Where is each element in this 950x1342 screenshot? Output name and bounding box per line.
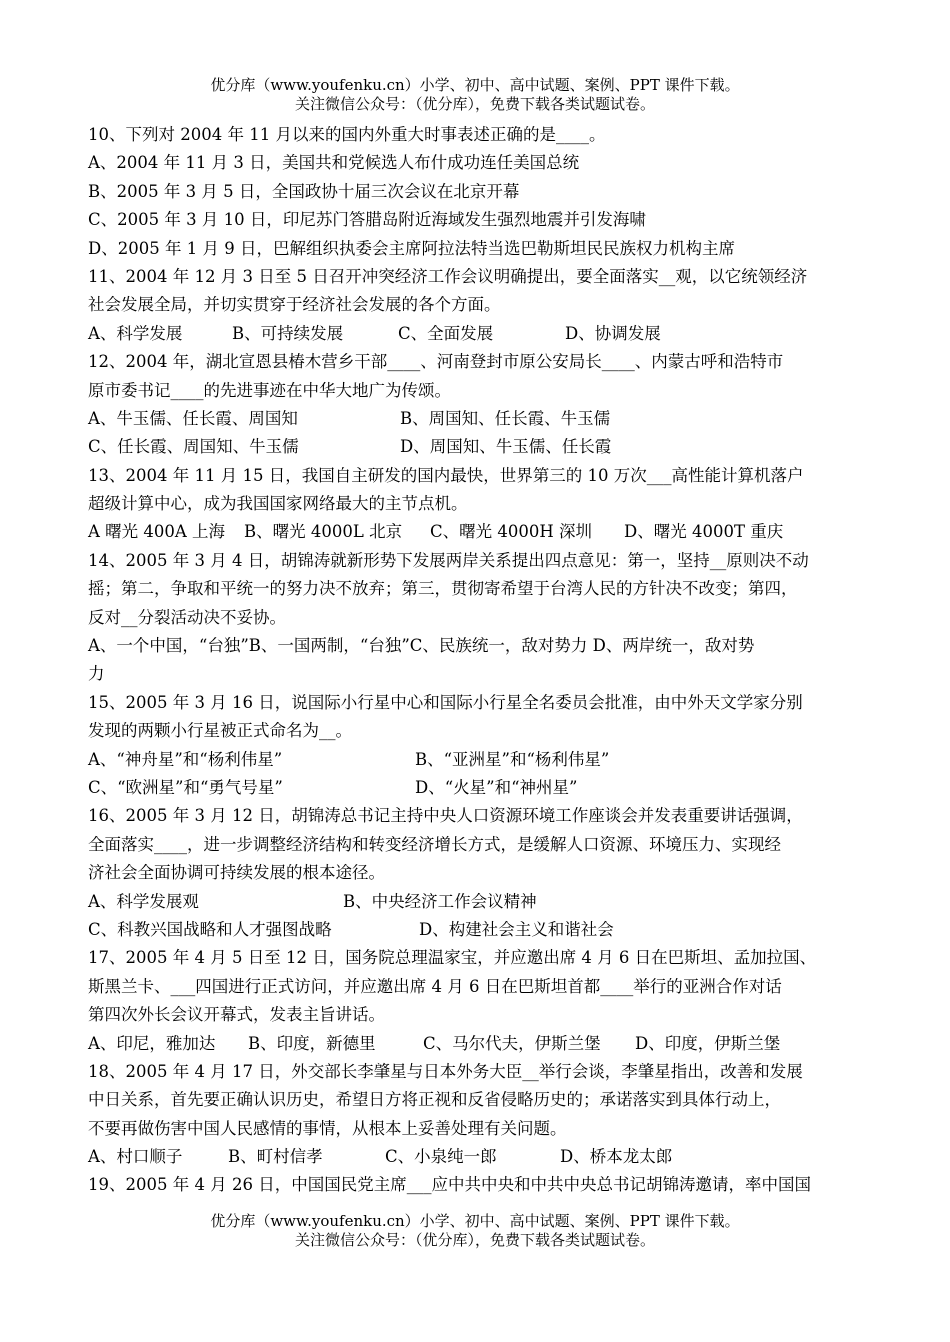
question-15-line-2: 发现的两颗小行星被正式命名为__。 (88, 721, 352, 741)
option-b: B、可持续发展 (232, 323, 344, 343)
option-a: A、牛玉儒、任长霞、周国知 (88, 408, 298, 428)
question-15-line-1: 15、2005 年 3 月 16 日，说国际小行星中心和国际小行星全名委员会批准，由中外天文学家分别 (88, 692, 803, 712)
header-line-2: 关注微信公众号：（优分库），免费下载各类试题试卷。 (294, 95, 655, 113)
question-17-line-2: 斯黑兰卡、___四国进行正式访问，并应邀出席 4 月 6 日在巴斯坦首都____举行的亚洲合作对话 (88, 976, 782, 996)
question-10-option-d: D、2005 年 1 月 9 日，巴解组织执委会主席阿拉法特当选巴勒斯坦民民族权力机构主席 (88, 238, 735, 258)
option-c: C、全面发展 (398, 323, 494, 343)
question-10-option-a: A、2004 年 11 月 3 日，美国共和党候选人布什成功连任美国总统 (88, 153, 580, 173)
question-17-line-1: 17、2005 年 4 月 5 日至 12 日，国务院总理温家宝，并应邀出席 4 月 6 日在巴斯坦、孟加拉国、 (88, 948, 817, 968)
question-12-options-row-2 (88, 433, 900, 461)
question-14-options-line-1: A、一个中国，“台独”B、一国两制，“台独”C、民族统一，敌对势力 D、两岸统一，敌对势 (88, 636, 755, 656)
option-a: A、村口顺子 (88, 1147, 183, 1167)
question-16-line-2: 全面落实____，进一步调整经济结构和转变经济增长方式，是缓解人口资源、环境压力、实现经 (88, 834, 781, 854)
option-b: B、印度，新德里 (248, 1033, 376, 1053)
question-19-line-1: 19、2005 年 4 月 26 日，中国国民党主席___应中共中央和中共中央总书记胡锦涛邀请，率中国国 (88, 1175, 811, 1195)
option-d: D、曙光 4000T 重庆 (624, 522, 784, 542)
option-d: D、周国知、牛玉儒、任长霞 (400, 437, 612, 457)
question-10-option-b: B、2005 年 3 月 5 日，全国政协十届三次会议在北京开幕 (88, 181, 520, 201)
question-15-options-row-2 (88, 774, 900, 802)
option-c: C、马尔代夫，伊斯兰堡 (423, 1033, 601, 1053)
option-d: D、桥本龙太郎 (560, 1147, 673, 1167)
question-16-line-3: 济社会全面协调可持续发展的根本途径。 (88, 863, 385, 883)
question-17-options (88, 1030, 900, 1058)
question-10: 10、下列对 2004 年 11 月以来的国内外重大时事表述正确的是____。 (88, 125, 606, 144)
question-12-line-1: 12、2004 年，湖北宣恩县椿木营乡干部____、河南登封市原公安局长____、内蒙古呼和浩特市 (88, 352, 784, 372)
option-b: B、“亚洲星”和“杨利伟星” (415, 749, 610, 769)
question-13-line-2: 超级计算中心，成为我国国家网络最大的主节点机。 (88, 494, 468, 514)
question-18-line-3: 不要再做伤害中国人民感情的事情，从根本上妥善处理有关问题。 (88, 1118, 567, 1138)
question-13-line-1: 13、2004 年 11 月 15 日，我国自主研发的国内最快，世界第三的 10 万次___高性能计算机落户 (88, 465, 804, 485)
option-b: B、町村信孝 (228, 1147, 323, 1167)
question-18-line-2: 中日关系，首先要正确认识历史，希望日方将正视和反省侵略历史的；承诺落实到具体行动上， (88, 1090, 781, 1110)
question-16-options-row-2 (88, 916, 900, 944)
question-10-option-c: C、2005 年 3 月 10 日，印尼苏门答腊岛附近海域发生强烈地震并引发海啸 (88, 210, 646, 230)
question-12-options-row-1 (88, 405, 900, 433)
question-14-line-2: 摇；第二，争取和平统一的努力决不放弃；第三，贯彻寄希望于台湾人民的方针决不改变；第四， (88, 579, 798, 599)
question-12-line-2: 原市委书记____的先进事迹在中华大地广为传颂。 (88, 380, 451, 400)
option-b: B、曙光 4000L 北京 (244, 522, 403, 542)
footer-line-2: 关注微信公众号：（优分库），免费下载各类试题试卷。 (294, 1231, 655, 1249)
option-a: A、科学发展观 (88, 891, 199, 911)
page-footer (0, 1212, 950, 1250)
option-a: A、“神舟星”和“杨利伟星” (88, 749, 283, 769)
option-c: C、小泉纯一郎 (385, 1147, 497, 1167)
footer-line-1: 优分库（www.youfenku.cn）小学、初中、高中试题、案例、PPT 课件下载。 (210, 1212, 740, 1230)
question-18-line-1: 18、2005 年 4 月 17 日，外交部长李肇星与日本外务大臣__举行会谈，李肇星指出，改善和发展 (88, 1061, 803, 1081)
option-c: C、“欧洲星”和“勇气号星” (88, 777, 283, 797)
question-16-options-row-1 (88, 888, 900, 916)
question-11-line-1: 11、2004 年 12 月 3 日至 5 日召开冲突经济工作会议明确提出，要全面落实__观，以它统领经济 (88, 266, 808, 286)
question-11-options (88, 320, 900, 348)
option-a: A、印尼，雅加达 (88, 1033, 216, 1053)
option-a: A、科学发展 (88, 323, 183, 343)
question-14-line-3: 反对__分裂活动决不妥协。 (88, 607, 286, 627)
option-d: D、印度，伊斯兰堡 (635, 1033, 781, 1053)
question-18-options (88, 1143, 900, 1171)
question-15-options-row-1 (88, 746, 900, 774)
option-c: C、任长霞、周国知、牛玉儒 (88, 437, 299, 457)
question-14-line-1: 14、2005 年 3 月 4 日，胡锦涛就新形势下发展两岸关系提出四点意见：第一，坚持__原则决不动 (88, 550, 809, 570)
question-17-line-3: 第四次外长会议开幕式，发表主旨讲话。 (88, 1005, 385, 1025)
option-c: C、曙光 4000H 深圳 (430, 522, 592, 542)
option-b: B、周国知、任长霞、牛玉儒 (400, 408, 611, 428)
question-14-options-line-2: 力 (88, 664, 105, 684)
option-d: D、构建社会主义和谐社会 (419, 919, 614, 939)
document-body (88, 121, 900, 1200)
question-13-options (88, 518, 900, 546)
page-header (0, 76, 950, 114)
question-11-line-2: 社会发展全局，并切实贯穿于经济社会发展的各个方面。 (88, 295, 501, 315)
option-c: C、科教兴国战略和人才强图战略 (88, 919, 332, 939)
question-16-line-1: 16、2005 年 3 月 12 日，胡锦涛总书记主持中央人口资源环境工作座谈会并发表重要讲话强调， (88, 806, 803, 826)
option-d: D、“火星”和“神州星” (415, 777, 578, 797)
option-b: B、中央经济工作会议精神 (343, 891, 537, 911)
option-d: D、协调发展 (565, 323, 661, 343)
header-line-1: 优分库（www.youfenku.cn）小学、初中、高中试题、案例、PPT 课件下载。 (210, 76, 740, 94)
option-a: A 曙光 400A 上海 (88, 522, 226, 542)
